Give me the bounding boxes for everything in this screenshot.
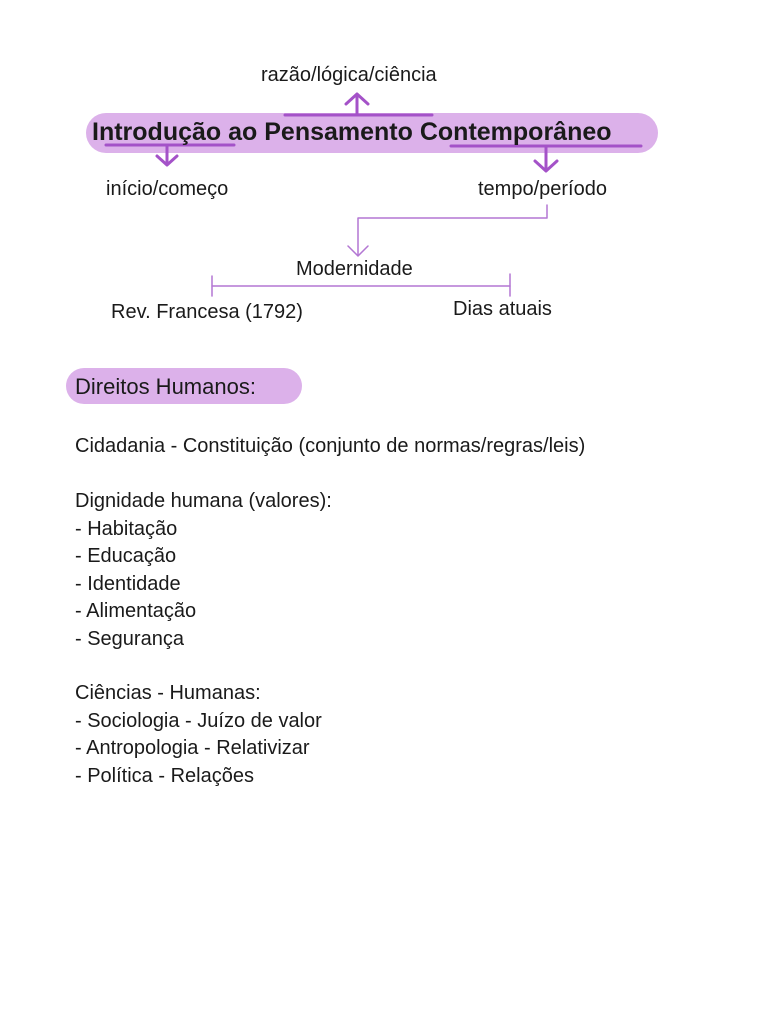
timeline-end-label: Dias atuais	[453, 298, 552, 320]
page-title	[92, 117, 612, 147]
top-note: razão/lógica/ciência	[261, 64, 437, 86]
list-item: - Habitação	[75, 517, 178, 540]
list-item: - Alimentação	[75, 600, 197, 622]
title-part-middle: ao Pensamento	[221, 118, 420, 146]
cidadania-line	[75, 433, 585, 461]
list-item: - Política - Relações	[75, 764, 254, 787]
cidadania-text: Cidadania - Constituição (conjunto de normas/regras/leis)	[75, 435, 586, 457]
list-item: - Identidade	[75, 572, 181, 595]
left-note: início/começo	[106, 178, 229, 200]
up-arrow-icon	[285, 94, 432, 115]
list-item: - Segurança	[75, 627, 184, 650]
dignidade-title: Dignidade humana (valores):	[75, 490, 332, 512]
right-note: tempo/período	[478, 178, 607, 200]
ciencias-block	[75, 680, 322, 790]
title-part-end: o	[596, 118, 612, 146]
list-item: - Antropologia - Relativizar	[75, 737, 310, 759]
section-heading-direitos: Direitos Humanos:	[75, 374, 256, 399]
dignidade-block	[75, 488, 332, 653]
title-part-introducao: Introdução	[92, 118, 222, 146]
list-item: - Sociologia - Juízo de valor	[75, 709, 322, 732]
timeline-start-label: Rev. Francesa (1792)	[111, 301, 303, 323]
list-item: - Educação	[75, 545, 177, 567]
modernidade-label: Modernidade	[296, 258, 413, 280]
ciencias-title: Ciências - Humanas:	[75, 682, 261, 704]
connector-arrow-icon	[348, 205, 547, 256]
title-part-contemporane: Contemporâne	[419, 118, 597, 146]
